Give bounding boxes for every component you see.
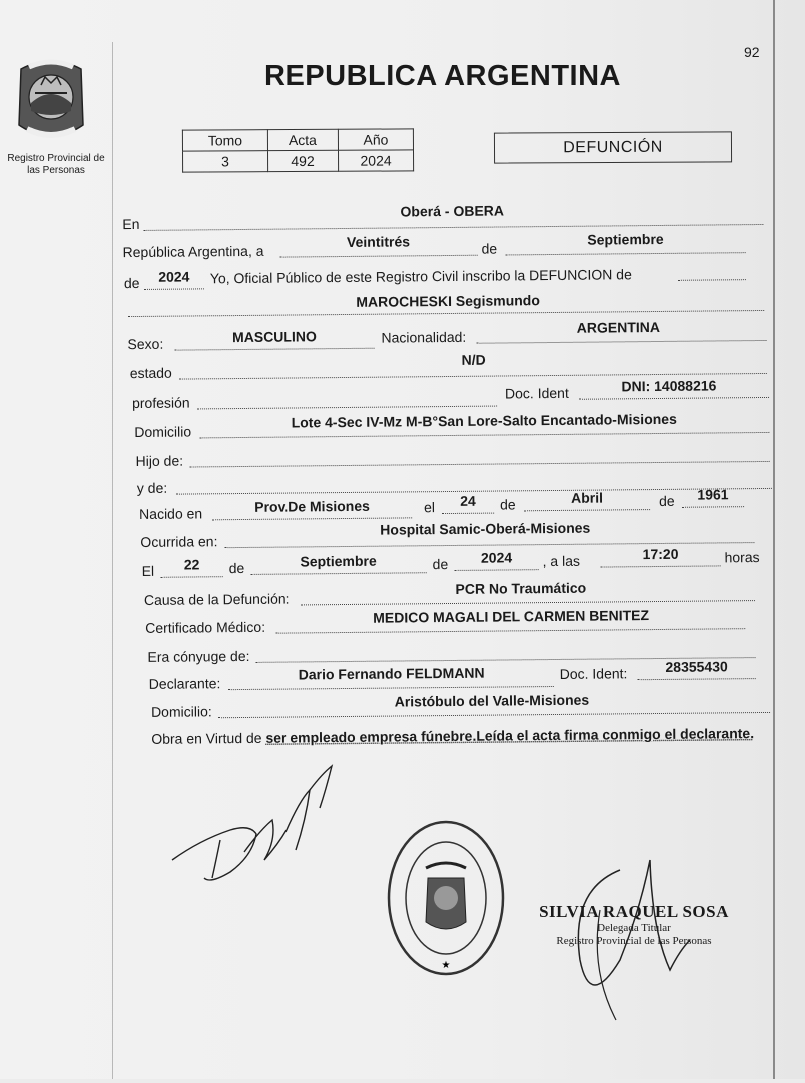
declarante-line (228, 686, 554, 690)
certificado-line (275, 628, 745, 634)
death-time: 17:20 (642, 545, 679, 563)
day-value: Veintitrés (346, 233, 411, 250)
birth-day-line (442, 513, 494, 514)
year-prefix-label: de (123, 274, 140, 292)
obra-paragraph (151, 722, 771, 750)
sexo-label: Sexo: (127, 335, 164, 353)
name-line (128, 310, 764, 317)
nacionalidad-line (476, 340, 766, 344)
doc-ident2-label: Doc. Ident: (559, 665, 628, 682)
nacido-line (212, 517, 412, 520)
doc-ident2-value: 28355430 (665, 658, 728, 675)
official-office: Registro Provincial de las Personas (556, 935, 712, 947)
domicilio-line (199, 432, 769, 438)
anio-header: Año (338, 129, 413, 150)
obra-label: Obra en Virtud de (151, 729, 262, 747)
birth-day: 24 (460, 492, 476, 509)
republica-label: República Argentina, a (122, 242, 264, 261)
domicilio2-value: Aristóbulo del Valle-Misiones (394, 691, 590, 710)
estado-value: N/D (461, 351, 486, 368)
causa-label: Causa de la Defunción: (143, 590, 290, 608)
death-el-label: El (141, 562, 155, 579)
nacido-label: Nacido en (139, 505, 203, 522)
nacionalidad-value: ARGENTINA (576, 318, 661, 336)
domicilio2-line (218, 712, 770, 718)
profesion-label: profesión (131, 394, 190, 412)
official-stamp (534, 902, 734, 948)
yde-label: y de: (136, 479, 168, 497)
declarante-value: Dario Fernando FELDMANN (298, 664, 485, 683)
certificado-label: Certificado Médico: (145, 618, 266, 636)
doc-ident-value: DNI: 14088216 (621, 377, 717, 395)
el-label: el (423, 499, 436, 516)
declarant-signature (160, 760, 340, 890)
death-month-line (251, 572, 427, 575)
acta-header: Acta (267, 129, 338, 150)
birth-month-line (524, 509, 650, 511)
death-month: Septiembre (300, 552, 377, 570)
svg-text:★: ★ (441, 960, 451, 971)
death-year: 2024 (480, 549, 513, 566)
death-de-label: de (228, 559, 245, 577)
en-label: En (122, 215, 140, 233)
death-de2-label: de (432, 556, 449, 573)
domicilio-value: Lote 4-Sec IV-Mz M-B°San Lore-Salto Encantado-Misiones (291, 410, 677, 431)
domicilio-label: Domicilio (134, 423, 192, 441)
certificado-value: MEDICO MAGALI DEL CARMEN BENITEZ (373, 607, 650, 626)
birth-de2-label: de (658, 492, 675, 509)
registry-label: Registro Provincial de las Personas (7, 153, 105, 176)
declarante-label: Declarante: (148, 675, 221, 692)
nacido-value: Prov.De Misiones (254, 497, 370, 515)
sexo-line (175, 348, 375, 351)
death-day-line (161, 576, 223, 578)
horas-label: horas (724, 549, 760, 566)
doc-ident-label: Doc. Ident (504, 384, 569, 402)
de-label: de (481, 240, 498, 257)
tomo-value: 3 (183, 151, 268, 172)
birth-de-label: de (499, 496, 516, 513)
registry-seal (386, 818, 506, 978)
official-role: Delegada Titular (597, 922, 671, 934)
ocurrida-label: Ocurrida en: (140, 533, 218, 550)
anio-value: 2024 (338, 150, 413, 171)
year-value: 2024 (158, 268, 190, 285)
hijo-line (190, 461, 770, 468)
hijo-label: Hijo de: (135, 452, 184, 470)
birth-month: Abril (570, 489, 603, 506)
conyuge-label: Era cónyuge de: (147, 647, 250, 665)
birth-year: 1961 (697, 486, 729, 503)
estado-label: estado (129, 364, 172, 382)
month-value: Septiembre (587, 230, 664, 248)
deceased-name: MAROCHESKI Segismundo (356, 292, 540, 310)
intro-text: Yo, Oficial Público de este Registro Civil inscribo la DEFUNCION de (209, 266, 632, 287)
doc-ident2-line (638, 678, 756, 680)
ocurrida-value: Hospital Samic-Oberá-Misiones (380, 519, 591, 538)
profesion-line (197, 406, 497, 410)
obra-value: ser empleado empresa fúnebre.Leída el acta firma conmigo el declarante. (265, 725, 755, 746)
doc-ident-line (579, 397, 769, 400)
intro-line (678, 279, 746, 281)
death-time-line (601, 565, 721, 567)
death-day: 22 (183, 556, 200, 573)
official-name: SILVIA RAQUEL SOSA (539, 902, 729, 921)
document-title: REPUBLICA ARGENTINA (264, 60, 621, 92)
day-line (280, 255, 478, 258)
year-line (144, 288, 204, 290)
en-value: Oberá - OBERA (400, 202, 505, 220)
tomo-header: Tomo (182, 130, 267, 151)
causa-line (301, 600, 755, 605)
record-type-box: DEFUNCIÓN (494, 131, 732, 163)
nacionalidad-label: Nacionalidad: (381, 328, 467, 346)
death-year-line (455, 569, 539, 571)
acta-value: 492 (268, 150, 339, 171)
birth-year-line (682, 506, 744, 508)
sexo-value: MASCULINO (231, 328, 317, 346)
month-line (506, 252, 746, 255)
page-number: 92 (744, 44, 760, 60)
causa-value: PCR No Traumático (455, 579, 587, 597)
domicilio2-label: Domicilio: (150, 703, 212, 720)
alas-label: , a las (542, 552, 581, 570)
